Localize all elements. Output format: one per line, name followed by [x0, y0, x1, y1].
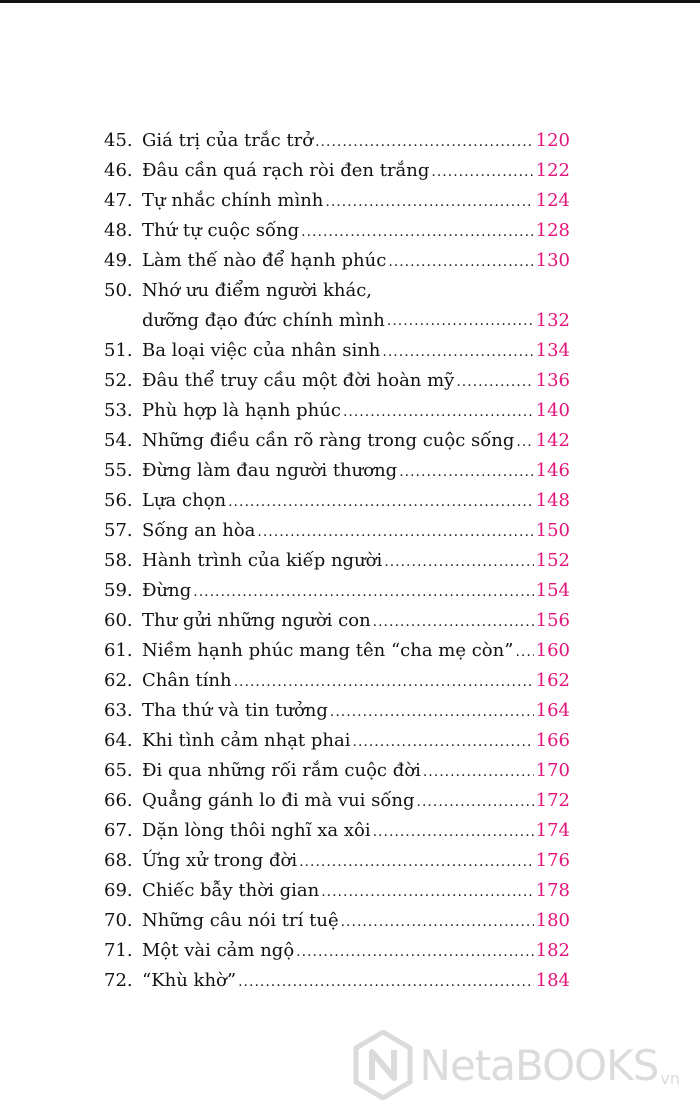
toc-entry-number: 62.	[104, 670, 133, 691]
toc-dot-leader	[341, 907, 534, 937]
toc-entry-number: 48.	[104, 220, 133, 241]
toc-entry	[104, 186, 570, 216]
toc-entry-number: 47.	[104, 190, 133, 211]
toc-entry-page: 166	[535, 729, 570, 751]
toc-entry-number: 66.	[104, 790, 133, 811]
toc-entry-title: Phù hợp là hạnh phúc	[142, 399, 341, 421]
toc-dot-leader	[388, 247, 533, 277]
toc-entry-number: 46.	[104, 160, 133, 181]
toc-entry-number: 51.	[104, 340, 133, 361]
toc-entry-title: Giá trị của trắc trở	[142, 129, 314, 151]
toc-entry-page: 152	[535, 549, 570, 571]
toc-entry-number: 50.	[104, 280, 133, 301]
toc-dot-leader	[296, 937, 533, 967]
toc-entry-title: Ứng xử trong đời	[142, 849, 298, 871]
toc-entry	[104, 726, 570, 756]
toc-entry-title: Dặn lòng thôi nghĩ xa xôi	[142, 819, 371, 841]
toc-entry-page: 160	[535, 639, 570, 661]
toc-entry	[104, 786, 570, 816]
toc-entry-title: Niềm hạnh phúc mang tên “cha mẹ còn”	[142, 639, 514, 661]
toc-entry	[104, 936, 570, 966]
toc-dot-leader	[315, 127, 534, 157]
toc-entry-page: 164	[535, 699, 570, 721]
toc-entry-page: 124	[535, 189, 570, 211]
toc-entry-title: Đừng làm đau người thương	[142, 459, 398, 481]
toc-entry-title: Đi qua những rối rắm cuộc đời	[142, 759, 421, 781]
toc-dot-leader	[325, 187, 533, 217]
toc-entry	[104, 876, 570, 906]
toc-entry-number: 63.	[104, 700, 133, 721]
toc-entry-title: Làm thế nào để hạnh phúc	[142, 249, 387, 271]
toc-entry-number: 53.	[104, 400, 133, 421]
toc-entry-page: 130	[535, 249, 570, 271]
netabooks-logo-icon	[352, 1030, 414, 1100]
toc-dot-leader	[431, 157, 533, 187]
toc-entry-page: 142	[535, 429, 570, 451]
toc-dot-leader	[515, 637, 533, 667]
toc-entry-number: 70.	[104, 910, 133, 931]
toc-entry-number: 52.	[104, 370, 133, 391]
toc-entry-title: Sống an hòa	[142, 519, 256, 541]
toc-dot-leader	[238, 967, 534, 997]
toc-dot-leader	[299, 847, 534, 877]
toc-entry-title: Đừng	[142, 579, 192, 601]
toc-entry-title: Khi tình cảm nhạt phai	[142, 729, 351, 751]
toc-dot-leader	[321, 877, 533, 907]
toc-dot-leader	[234, 667, 534, 697]
toc-entry-number: 45.	[104, 130, 133, 151]
toc-dot-leader	[373, 817, 534, 847]
toc-entry-title: Đâu cần quá rạch ròi đen trắng	[142, 159, 430, 181]
toc-entry	[104, 366, 570, 396]
toc-entry	[104, 216, 570, 246]
toc-entry-number: 64.	[104, 730, 133, 751]
toc-entry-title: Thư gửi những người con	[142, 609, 371, 631]
toc-entry-page: 136	[535, 369, 570, 391]
toc-entry	[104, 846, 570, 876]
toc-dot-leader	[417, 787, 534, 817]
toc-entry-number: 59.	[104, 580, 133, 601]
toc-entry-title: Chân tính	[142, 669, 232, 691]
toc-entry-title-continued: dưỡng đạo đức chính mình	[142, 310, 385, 331]
toc-entry-page: 146	[535, 459, 570, 481]
toc-entry	[104, 426, 570, 456]
toc-entry-title: Hành trình của kiếp người	[142, 549, 383, 571]
toc-dot-leader	[382, 337, 533, 367]
toc-dot-leader	[343, 397, 534, 427]
top-rule	[0, 0, 700, 3]
toc-entry	[104, 456, 570, 486]
toc-entry-page: 154	[535, 579, 570, 601]
toc-entry	[104, 396, 570, 426]
toc-dot-leader	[399, 457, 533, 487]
toc-entry-page: 134	[535, 339, 570, 361]
toc-entry	[104, 696, 570, 726]
toc-entry-title: Ba loại việc của nhân sinh	[142, 339, 381, 361]
toc-dot-leader	[423, 757, 534, 787]
toc-entry-page: 122	[535, 159, 570, 181]
watermark	[352, 1030, 680, 1100]
toc-entry	[104, 156, 570, 186]
toc-dot-leader	[301, 217, 534, 247]
toc-entry-title: Lựa chọn	[142, 489, 227, 511]
toc-entry-number: 54.	[104, 430, 133, 451]
toc-entry-number: 69.	[104, 880, 133, 901]
toc-dot-leader	[516, 427, 533, 457]
toc-entry	[104, 606, 570, 636]
toc-dot-leader	[353, 727, 534, 757]
toc-dot-leader	[387, 306, 534, 336]
toc-entry-title: Thứ tự cuộc sống	[142, 219, 300, 241]
toc-entry	[104, 516, 570, 546]
toc-entry-number: 65.	[104, 760, 133, 781]
toc-entry-title: Tha thứ và tin tưởng	[142, 699, 328, 721]
toc-entry-page: 172	[535, 789, 570, 811]
toc-entry-page: 180	[535, 909, 570, 931]
toc-entry-title: Nhớ ưu điểm người khác,	[142, 280, 373, 301]
toc-entry-number: 71.	[104, 940, 133, 961]
toc-entry-number: 68.	[104, 850, 133, 871]
toc-entry-page: 162	[535, 669, 570, 691]
toc-entry-title: Những câu nói trí tuệ	[142, 909, 339, 931]
toc-entry-page: 170	[535, 759, 570, 781]
toc-entry-page: 174	[535, 819, 570, 841]
toc-entry	[104, 276, 570, 336]
toc-entry-title: Quẳng gánh lo đi mà vui sống	[142, 789, 415, 811]
toc-entry-title: Đâu thể truy cầu một đời hoàn mỹ	[142, 369, 455, 391]
toc-entry-page: 132	[535, 310, 570, 331]
toc-entry	[104, 126, 570, 156]
toc-entry-title: Một vài cảm ngộ	[142, 939, 295, 961]
toc-entry	[104, 966, 570, 996]
toc-entry-number: 67.	[104, 820, 133, 841]
watermark-brand: NetaBOOKS	[419, 1040, 659, 1090]
toc-entry-number: 60.	[104, 610, 133, 631]
toc-entry-title: Tự nhắc chính mình	[142, 189, 324, 211]
toc-entry-page: 176	[535, 849, 570, 871]
toc-dot-leader	[228, 487, 534, 517]
toc-entry	[104, 816, 570, 846]
toc-dot-leader	[193, 577, 533, 607]
toc-entry	[104, 576, 570, 606]
toc-entry	[104, 486, 570, 516]
toc-dot-leader	[456, 367, 533, 397]
toc-entry-page: 120	[535, 129, 570, 151]
toc-entry	[104, 336, 570, 366]
toc-entry-number: 58.	[104, 550, 133, 571]
toc-entry-number: 57.	[104, 520, 133, 541]
toc-entry	[104, 546, 570, 576]
toc-entry-page: 178	[535, 879, 570, 901]
toc-dot-leader	[257, 517, 533, 547]
toc-entry	[104, 906, 570, 936]
toc-entry-title: Những điều cần rõ ràng trong cuộc sống	[142, 429, 515, 451]
toc-dot-leader	[373, 607, 534, 637]
toc-entry-title: “Khù khờ”	[142, 969, 237, 991]
toc-entry-page: 156	[535, 609, 570, 631]
toc-entry	[104, 636, 570, 666]
toc-entry-page: 184	[535, 969, 570, 991]
toc-entry-number: 61.	[104, 640, 133, 661]
toc-entry-page: 128	[535, 219, 570, 241]
toc-entry-page: 148	[535, 489, 570, 511]
toc-entry-page: 150	[535, 519, 570, 541]
toc-entry	[104, 756, 570, 786]
toc-entry-number: 72.	[104, 970, 133, 991]
toc-entry-number: 56.	[104, 490, 133, 511]
toc-entry-page: 182	[535, 939, 570, 961]
toc-entry-number: 55.	[104, 460, 133, 481]
toc-entry	[104, 246, 570, 276]
table-of-contents	[104, 126, 570, 996]
toc-dot-leader	[330, 697, 534, 727]
toc-entry-title: Chiếc bẫy thời gian	[142, 879, 320, 901]
toc-dot-leader	[384, 547, 533, 577]
toc-entry-page: 140	[535, 399, 570, 421]
toc-entry-number: 49.	[104, 250, 133, 271]
watermark-suffix: vn	[660, 1069, 680, 1088]
toc-entry	[104, 666, 570, 696]
